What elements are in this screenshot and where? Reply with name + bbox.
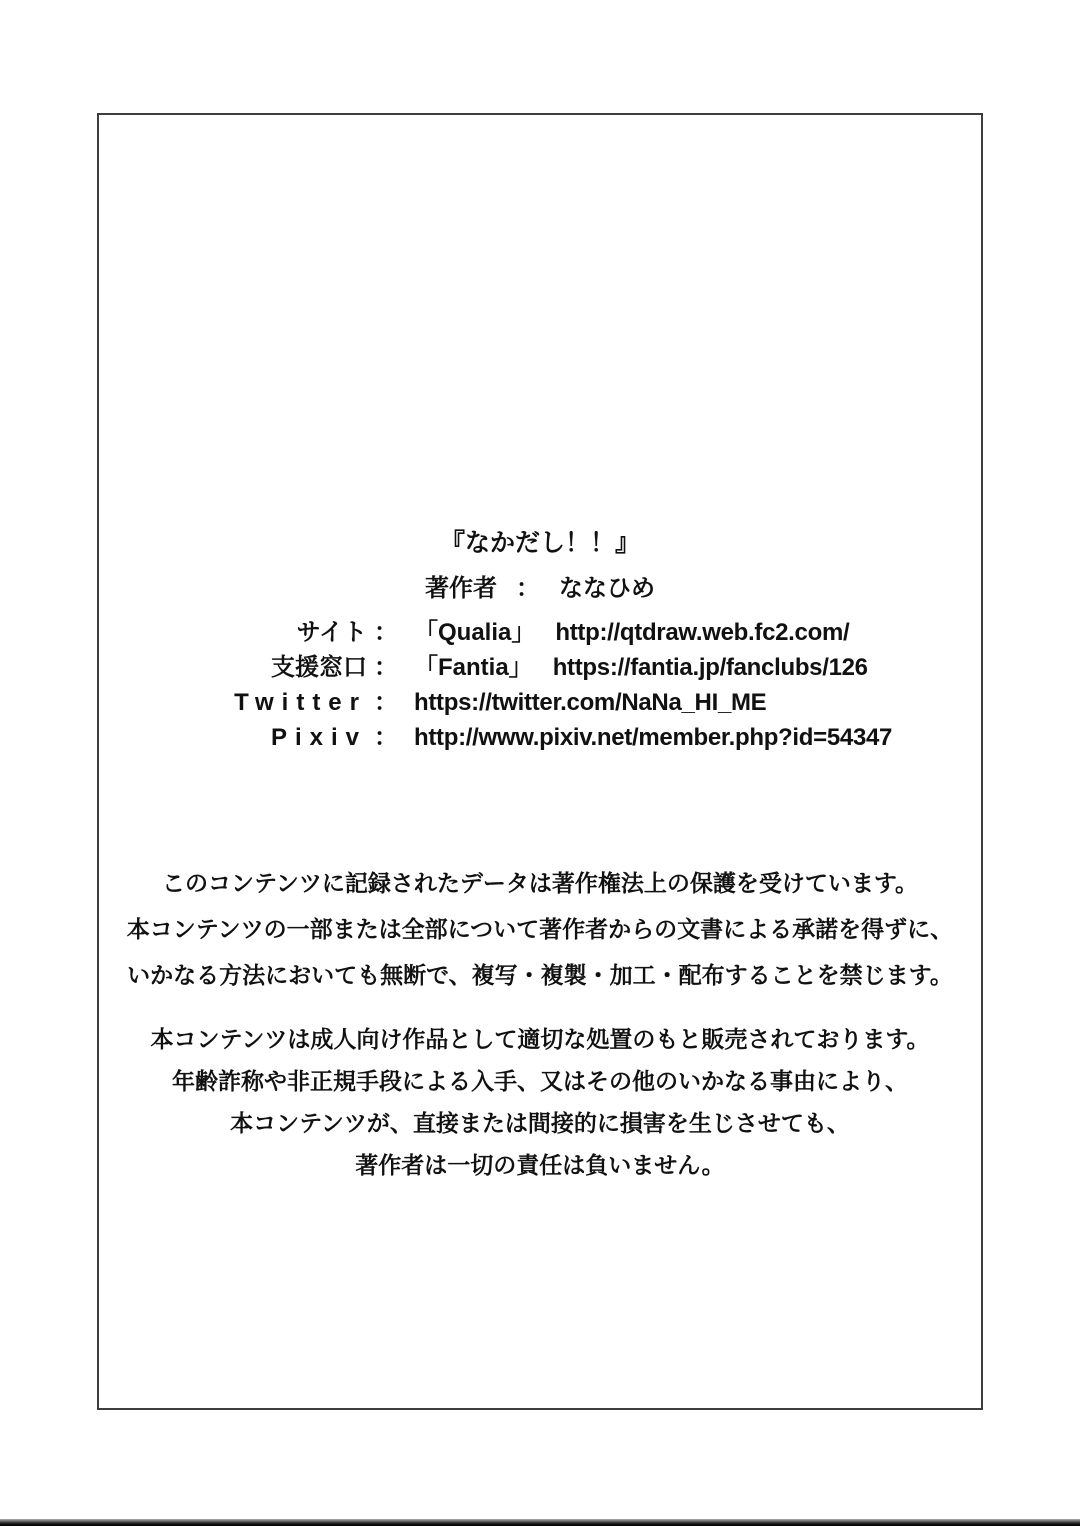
link-separator: ： (374, 654, 398, 681)
link-value-site (405, 615, 981, 650)
content-frame (97, 113, 983, 1410)
disclaimer-notice (99, 1018, 981, 1186)
support-name: 「Fantia」 (414, 654, 533, 681)
disclaimer-line: 本コンテンツは成人向け作品として適切な処置のもと販売されております。 (150, 1026, 930, 1052)
link-separator: ： (374, 689, 398, 716)
link-value-support (405, 650, 981, 685)
link-separator: ： (374, 724, 398, 751)
support-url: https://fantia.jp/fanclubs/126 (552, 654, 868, 681)
author-separator: ： (516, 575, 540, 602)
link-value-pixiv (405, 720, 981, 755)
site-name: 「Qualia」 (414, 619, 536, 646)
disclaimer-line: 本コンテンツが、直接または間接的に損害を生じさせても、 (230, 1110, 850, 1136)
link-separator: ： (374, 619, 398, 646)
link-label-twitter: Twitter (234, 689, 367, 716)
copyright-notice (99, 860, 981, 998)
links-table (99, 615, 981, 755)
author-row (99, 571, 981, 606)
twitter-url: https://twitter.com/NaNa_HI_ME (414, 689, 767, 716)
link-value-twitter (405, 685, 981, 720)
disclaimer-line: 年齢詐称や非正規手段による入手、又はその他のいかなる事由により、 (172, 1068, 908, 1094)
disclaimer-line: 著作者は一切の責任は負いません。 (355, 1152, 725, 1178)
pixiv-url: http://www.pixiv.net/member.php?id=54347 (414, 724, 893, 751)
link-label-site: サイト (296, 619, 367, 646)
copyright-line: いかなる方法においても無断で、複写・複製・加工・配布することを禁じます。 (127, 962, 953, 988)
link-label-support: 支援窓口 (271, 654, 367, 681)
author-name: ななひめ (559, 575, 655, 602)
author-label: 著作者 (425, 575, 497, 602)
site-url: http://qtdraw.web.fc2.com/ (555, 619, 850, 646)
copyright-line: このコンテンツに記録されたデータは著作権法上の保護を受けています。 (161, 870, 918, 896)
work-title: 『なかだし！！』 (439, 529, 640, 557)
copyright-line: 本コンテンツの一部または全部について著作者からの文書による承諾を得ずに、 (126, 916, 954, 942)
scan-edge-bar (0, 1519, 1080, 1526)
link-label-pixiv: Pixiv (270, 724, 367, 751)
